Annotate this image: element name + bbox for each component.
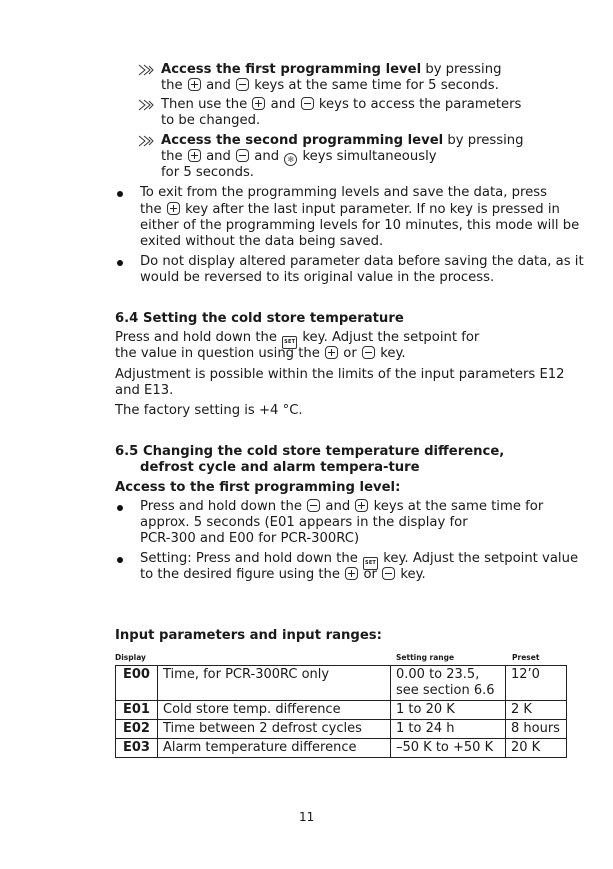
arrow-icon bbox=[138, 64, 155, 76]
text: key. Adjust the setpoint value bbox=[383, 551, 579, 566]
bullet-icon bbox=[117, 557, 123, 563]
param-preset: 2 K bbox=[506, 701, 567, 720]
step-3-line-3: for 5 seconds. bbox=[161, 165, 255, 180]
sec64-line-3: Adjustment is possible within the limits of the input parameters E12 bbox=[115, 367, 565, 382]
minus-key-icon bbox=[362, 346, 375, 359]
section-6-5-subheading: Access to the first programming level: bbox=[115, 480, 401, 495]
bullet-2-line-2: would be reversed to its original value in the process. bbox=[140, 270, 495, 285]
minus-key-icon bbox=[236, 149, 249, 162]
text: and bbox=[270, 97, 296, 112]
param-preset: 8 hours bbox=[506, 720, 567, 739]
bullet-2-line-1: Do not display altered parameter data before saving the data, as it bbox=[140, 254, 584, 269]
step-3-line-1 bbox=[161, 133, 524, 149]
param-code: E00 bbox=[116, 666, 158, 701]
sec64-line-5: The factory setting is +4 °C. bbox=[115, 403, 303, 418]
text: Press and hold down the bbox=[115, 330, 277, 345]
sec65-bullet-1-line-2: approx. 5 seconds (E01 appears in the display for bbox=[140, 515, 468, 530]
step-1-line-1 bbox=[161, 62, 501, 78]
arrow-icon bbox=[138, 135, 155, 147]
text: and bbox=[254, 149, 280, 164]
section-6-5-heading-line-1: 6.5 Changing the cold store temperature difference, bbox=[115, 444, 505, 459]
text: keys at the same time for 5 seconds. bbox=[254, 78, 499, 93]
text: Press and hold down the bbox=[140, 499, 302, 514]
set-key-icon: SET bbox=[282, 336, 297, 349]
page-number: 11 bbox=[299, 810, 315, 824]
params-heading: Input parameters and input ranges: bbox=[115, 628, 382, 643]
sec64-line-2 bbox=[115, 346, 406, 362]
minus-key-icon bbox=[307, 499, 320, 512]
text: key after the last input parameter. If no key is pressed in bbox=[185, 202, 560, 217]
text: keys to access the parameters bbox=[318, 97, 522, 112]
text: keys at the same time for bbox=[373, 499, 544, 514]
step-3-text: by pressing bbox=[443, 133, 524, 148]
table-row bbox=[116, 720, 567, 739]
col-preset-label: Preset bbox=[512, 653, 540, 662]
text: or bbox=[363, 567, 377, 582]
param-desc: Cold store temp. difference bbox=[158, 701, 391, 720]
param-code: E02 bbox=[116, 720, 158, 739]
param-desc: Alarm temperature difference bbox=[158, 739, 391, 758]
text: and bbox=[206, 78, 231, 93]
plus-key-icon bbox=[188, 149, 201, 162]
param-code: E03 bbox=[116, 739, 158, 758]
sec65-bullet-2-line-2 bbox=[140, 567, 426, 583]
bullet-1-line-3: either of the programming levels for 10 minutes, this mode will be bbox=[140, 218, 580, 233]
sec65-bullet-1-line-1 bbox=[140, 499, 543, 515]
bullet-1-line-4: exited without the data being saved. bbox=[140, 234, 384, 249]
table-row bbox=[116, 666, 567, 701]
text: key. bbox=[400, 567, 426, 582]
minus-key-icon bbox=[382, 567, 395, 580]
param-preset: 20 K bbox=[506, 739, 567, 758]
text: or bbox=[343, 346, 357, 361]
step-3-bold: Access the second programming level bbox=[161, 133, 444, 148]
text: the value in question using the bbox=[115, 346, 320, 361]
text: key. bbox=[380, 346, 406, 361]
section-6-5-heading-line-2: defrost cycle and alarm tempera-ture bbox=[140, 460, 420, 475]
text: and bbox=[206, 149, 231, 164]
text: the bbox=[161, 78, 183, 93]
text: and bbox=[325, 499, 351, 514]
text: the bbox=[140, 202, 162, 217]
step-2-line-2: to be changed. bbox=[161, 113, 261, 128]
defrost-key-icon: ✻ bbox=[284, 153, 297, 166]
param-desc: Time, for PCR-300RC only bbox=[158, 666, 391, 701]
bullet-icon bbox=[117, 505, 123, 511]
step-2-line-1 bbox=[161, 97, 521, 113]
text: to the desired figure using the bbox=[140, 567, 341, 582]
table-row bbox=[116, 701, 567, 720]
param-range: –50 K to +50 K bbox=[391, 739, 506, 758]
bullet-1-line-1: To exit from the programming levels and save the data, press bbox=[140, 185, 547, 200]
plus-key-icon bbox=[167, 202, 180, 215]
param-preset: 12’0 bbox=[506, 666, 567, 701]
text: the bbox=[161, 149, 183, 164]
step-1-text: by pressing bbox=[421, 62, 502, 77]
step-1-line-2 bbox=[161, 78, 499, 94]
plus-key-icon bbox=[345, 567, 358, 580]
range-line-1: 0.00 to 23.5, bbox=[396, 667, 480, 682]
text: keys simultaneously bbox=[302, 149, 437, 164]
sec64-line-4: and E13. bbox=[115, 383, 174, 398]
plus-key-icon bbox=[252, 97, 265, 110]
step-3-line-2 bbox=[161, 149, 437, 166]
plus-key-icon bbox=[188, 78, 201, 91]
minus-key-icon bbox=[301, 97, 314, 110]
param-code: E01 bbox=[116, 701, 158, 720]
plus-key-icon bbox=[325, 346, 338, 359]
minus-key-icon bbox=[236, 78, 249, 91]
set-key-icon: SET bbox=[363, 557, 378, 570]
sec65-bullet-1-line-3: PCR-300 and E00 for PCR-300RC) bbox=[140, 531, 360, 546]
text: key. Adjust the setpoint for bbox=[302, 330, 480, 345]
text: Setting: Press and hold down the bbox=[140, 551, 358, 566]
param-range: 1 to 20 K bbox=[391, 701, 506, 720]
text: Then use the bbox=[161, 97, 248, 112]
step-1-bold: Access the first programming level bbox=[161, 62, 422, 77]
params-table bbox=[115, 665, 567, 758]
range-line-2: see section 6.6 bbox=[396, 683, 495, 698]
col-range-label: Setting range bbox=[396, 653, 455, 662]
arrow-icon bbox=[138, 99, 155, 111]
param-range: 1 to 24 h bbox=[391, 720, 506, 739]
bullet-icon bbox=[117, 191, 123, 197]
param-range bbox=[391, 666, 506, 701]
table-row bbox=[116, 739, 567, 758]
col-display-label: Display bbox=[115, 653, 146, 662]
bullet-1-line-2 bbox=[140, 202, 560, 218]
plus-key-icon bbox=[355, 499, 368, 512]
bullet-icon bbox=[117, 260, 123, 266]
section-6-4-heading: 6.4 Setting the cold store temperature bbox=[115, 311, 404, 326]
param-desc: Time between 2 defrost cycles bbox=[158, 720, 391, 739]
